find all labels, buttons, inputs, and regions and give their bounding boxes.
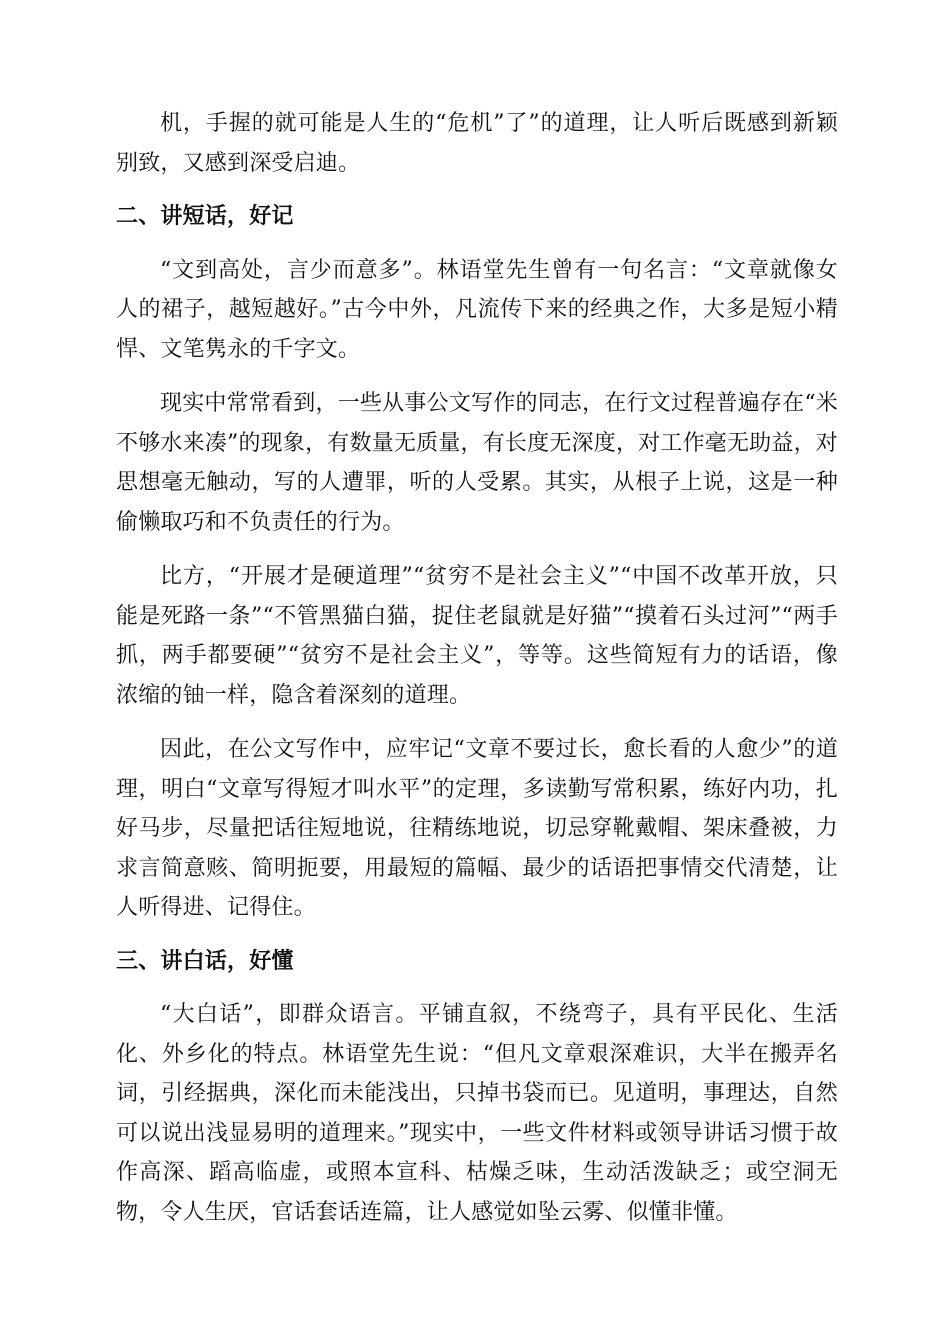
paragraph-6: “大白话”，即群众语言。平铺直叙，不绕弯子，具有平民化、生活化、外乡化的特点。林语堂先生说：“但凡文章艰深难识，大半在搬弄名词，引经据典，深化而未能浅出，只掉书袋而已。见道明，事理达，自然可以说出浅显易明的道理来。”现实中，一些文件材料或领导讲话习惯于故作高深、蹈高临虚，或照本宣科、枯燥乏味，生动活泼缺乏；或空洞无物，令人生厌，官话套话连篇，让人感觉如坠云雾、似懂非懂。 bbox=[116, 1002, 838, 1225]
section-heading-3: 三、讲白话，好懂 bbox=[116, 948, 294, 974]
spacer bbox=[116, 237, 838, 251]
paragraph-4: 比方，“开展才是硬道理”“贫穷不是社会主义”“中国不改革开放，只能是死路一条”“不管黑猫白猫，捉住老鼠就是好猫”“摸着石头过河”“两手抓，两手都要硬”“贫穷不是社会主义”，等等。这些简短有力的话语，像浓缩的铀一样，隐含着深刻的道理。 bbox=[116, 564, 838, 708]
paragraph-1: 机，手握的就可能是人生的“危机”了”的道理，让人听后既感到新颖别致，又感到深受启迪。 bbox=[116, 111, 838, 176]
spacer bbox=[116, 715, 838, 730]
spacer bbox=[116, 369, 838, 384]
section-heading-2: 二、讲短话，好记 bbox=[116, 204, 294, 229]
spacer bbox=[116, 928, 838, 942]
document-body bbox=[116, 104, 838, 1232]
spacer bbox=[116, 183, 838, 197]
paragraph-5: 因此，在公文写作中，应牢记“文章不要过长，愈长看的人愈少”的道理，明白“文章写得短才叫水平”的定理，多读勤写常积累，练好内功，扎好马步，尽量把话往短地说，往精练地说，切忌穿靴戴帽、架床叠被，力求言简意赅、简明扼要，用最短的篇幅、最少的话语把事情交代清楚，让人听得进、记得住。 bbox=[116, 737, 838, 920]
spacer bbox=[116, 981, 838, 995]
spacer bbox=[116, 542, 838, 557]
paragraph-3: 现实中常常看到，一些从事公文写作的同志，在行文过程普遍存在“米不够水来凑”的现象，有数量无质量，有长度无深度，对工作毫无助益，对思想毫无触动，写的人遭罪，听的人受累。其实，从根子上说，这是一种偷懒取巧和不负责任的行为。 bbox=[116, 391, 838, 535]
paragraph-2: “文到高处，言少而意多”。林语堂先生曾有一句名言：“文章就像女人的裙子，越短越好。”古今中外，凡流传下来的经典之作，大多是短小精悍、文笔隽永的千字文。 bbox=[116, 257, 838, 362]
